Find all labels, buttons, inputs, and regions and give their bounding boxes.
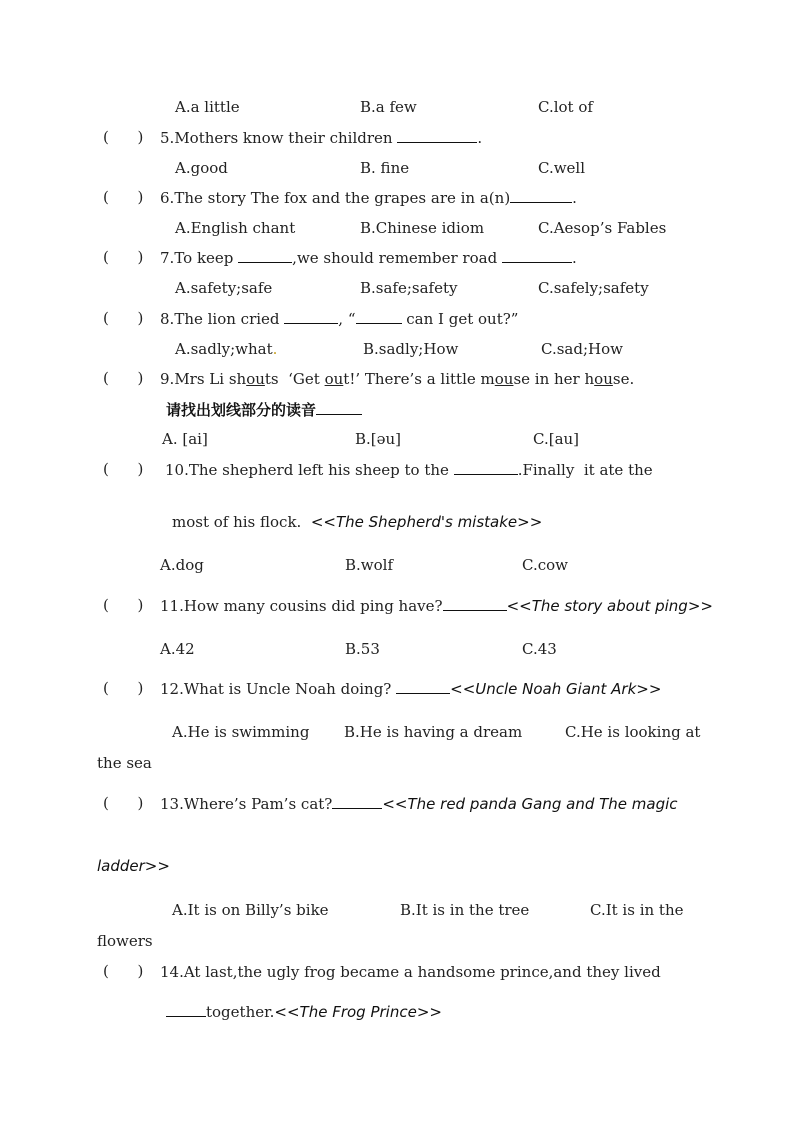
q7-option-b: B.safe;safety: [360, 279, 458, 297]
q9-instruction: [166, 400, 362, 420]
q8-text-2: , “: [338, 310, 356, 328]
q7-text-2: ,we should remember road: [292, 249, 502, 267]
q9-question: [160, 369, 634, 389]
q12-option-a: A.He is swimming: [172, 723, 310, 741]
q9-option-c: C.[au]: [533, 430, 580, 448]
q11-blank[interactable]: [443, 596, 507, 611]
q12-text: What is Uncle Noah doing?: [183, 680, 397, 698]
q10-text-2: .Finally it ate the: [517, 461, 653, 479]
q9-underlined: ou: [246, 370, 265, 388]
q7-blank-1[interactable]: [238, 248, 292, 263]
q10-option-b: B.wolf: [345, 556, 394, 574]
q11-option-a: A.42: [160, 640, 195, 658]
q9-underlined: ou: [594, 370, 613, 388]
q12-answer-paren[interactable]: ( ): [103, 679, 144, 697]
q13-number: 13.: [160, 795, 184, 813]
q9-text-part: se.: [612, 370, 635, 388]
q10-question: [165, 460, 653, 480]
q4-option-b: B.a few: [360, 98, 417, 116]
q4-option-a: A.a little: [175, 98, 240, 116]
q7-blank-2[interactable]: [502, 248, 572, 263]
q10-text-1: The shepherd left his sheep to the: [188, 461, 454, 479]
q13-book-title-cont: [97, 856, 170, 876]
q10-option-a: A.dog: [160, 556, 204, 574]
q7-answer-paren[interactable]: ( ): [103, 248, 144, 266]
q11-question: [160, 596, 713, 616]
q11-option-b: B.53: [345, 640, 380, 658]
q14-question: [160, 962, 661, 982]
q4-option-c: C.lot of: [538, 98, 593, 116]
q12-book-title: <<Uncle Noah Giant Ark>>: [450, 680, 662, 698]
q7-number: 7.: [160, 249, 175, 267]
q8-text-1: The lion cried: [174, 310, 285, 328]
q14-text-2: together.: [206, 1003, 275, 1021]
q6-answer-paren[interactable]: ( ): [103, 188, 144, 206]
q12-option-c: C.He is looking at: [565, 723, 701, 741]
q6-text-end: .: [572, 189, 577, 207]
q5-number: 5.: [160, 129, 175, 147]
q8-number: 8.: [160, 310, 175, 328]
q12-question: [160, 679, 661, 699]
q6-blank[interactable]: [510, 188, 572, 203]
q6-option-b: B.Chinese idiom: [360, 219, 485, 237]
q6-question: [160, 188, 577, 208]
q11-text: How many cousins did ping have?: [183, 597, 443, 615]
q7-option-c: C.safely;safety: [538, 279, 649, 297]
q7-text-3: .: [571, 249, 577, 267]
q10-answer-paren[interactable]: ( ): [103, 460, 144, 478]
q5-text-end: .: [477, 129, 483, 147]
q5-option-c: C.well: [538, 159, 586, 177]
q9-number: 9.: [160, 370, 175, 388]
q13-option-a: A.It is on Billy’s bike: [172, 901, 329, 919]
q8-option-a: A.sadly;what.: [175, 340, 278, 358]
q9-text-part: ts ‘Get: [264, 370, 325, 388]
q13-book-title-end: ladder>>: [97, 857, 170, 875]
q9-option-a: A. [ai]: [162, 430, 208, 448]
q9-text-part: t!’ There’s a little m: [343, 370, 495, 388]
q5-option-a: A.good: [175, 159, 228, 177]
q13-book-title: <<The red panda Gang and The magic: [382, 795, 678, 813]
q10-blank[interactable]: [454, 460, 518, 475]
q9-underlined: ou: [494, 370, 514, 388]
q14-question-cont: [166, 1002, 442, 1022]
q7-option-a: A.safety;safe: [175, 279, 273, 297]
q8-blank-1[interactable]: [284, 309, 338, 324]
q8-question: [160, 309, 518, 329]
q7-text-1: To keep: [174, 249, 239, 267]
q5-option-b: B. fine: [360, 159, 410, 177]
q8-option-b: B.sadly;How: [363, 340, 459, 358]
q9-text-part: Mrs Li sh: [174, 370, 247, 388]
q10-question-cont: [172, 512, 542, 532]
q13-answer-paren[interactable]: ( ): [103, 794, 144, 812]
q10-text-3: most of his flock.: [172, 513, 311, 531]
q9-answer-paren[interactable]: ( ): [103, 369, 144, 387]
q11-answer-paren[interactable]: ( ): [103, 596, 144, 614]
q8-blank-2[interactable]: [356, 309, 402, 324]
q9-option-b: B.[əu]: [355, 430, 402, 448]
q5-answer-paren[interactable]: ( ): [103, 128, 144, 146]
q12-blank[interactable]: [396, 679, 450, 694]
q10-number: 10.: [165, 461, 189, 479]
q6-number: 6.: [160, 189, 175, 207]
q14-number: 14.: [160, 963, 184, 981]
q7-question: [160, 248, 577, 268]
q6-option-c: C.Aesop’s Fables: [538, 219, 667, 237]
q11-book-title: <<The story about ping>>: [506, 597, 713, 615]
q5-text: Mothers know their children: [174, 129, 398, 147]
q13-blank[interactable]: [332, 794, 382, 809]
q13-option-c-wrap: flowers: [97, 932, 153, 950]
q12-number: 12.: [160, 680, 184, 698]
q9-blank[interactable]: [316, 400, 362, 415]
q13-text: Where’s Pam’s cat?: [183, 795, 333, 813]
q13-question: [160, 794, 678, 814]
q14-book-title: <<The Frog Prince>>: [274, 1003, 442, 1021]
q12-option-c-wrap: the sea: [97, 754, 152, 772]
q10-book-title: <<The Shepherd's mistake>>: [310, 513, 543, 531]
q8-option-c: C.sad;How: [541, 340, 623, 358]
q10-option-c: C.cow: [522, 556, 568, 574]
q9-instruction-text: 请找出划线部分的读音: [166, 401, 317, 419]
q11-option-c: C.43: [522, 640, 557, 658]
q5-blank[interactable]: [397, 128, 477, 143]
q13-option-c: C.It is in the: [590, 901, 684, 919]
q8-answer-paren[interactable]: ( ): [103, 309, 144, 327]
q6-text: The story The fox and the grapes are in a(n): [174, 189, 511, 207]
q5-question: [160, 128, 482, 148]
q14-answer-paren[interactable]: ( ): [103, 962, 144, 980]
q6-option-a: A.English chant: [175, 219, 296, 237]
q11-number: 11.: [160, 597, 184, 615]
q14-text-1: At last,the ugly frog became a handsome prince,and they lived: [183, 963, 661, 981]
q14-blank[interactable]: [166, 1002, 206, 1017]
q9-underlined: ou: [324, 370, 344, 388]
q9-text-part: se in her h: [513, 370, 595, 388]
q8-text-3: can I get out?”: [401, 310, 519, 328]
q13-option-b: B.It is in the tree: [400, 901, 530, 919]
q12-option-b: B.He is having a dream: [344, 723, 523, 741]
